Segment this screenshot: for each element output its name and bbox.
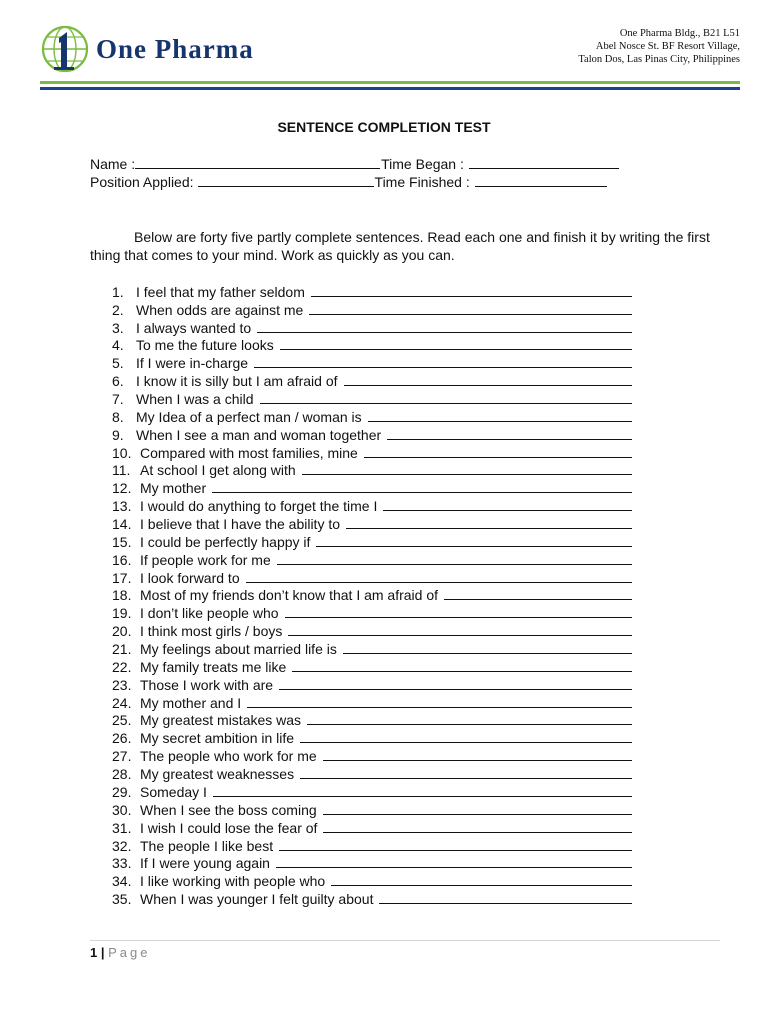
sentence-stem: I like working with people who <box>140 873 326 890</box>
item-number: 23. <box>112 676 132 693</box>
answer-blank[interactable] <box>387 439 632 440</box>
instructions-text: Below are forty five partly complete sentences. Read each one and finish it by writing the first thing that comes to your mind. Work as quickly as you can. <box>90 229 710 263</box>
company-logo <box>40 24 254 74</box>
answer-blank[interactable] <box>276 867 632 868</box>
sentence-item <box>112 621 632 639</box>
sentence-stem: The people I like best <box>140 837 274 854</box>
answer-blank[interactable] <box>247 707 632 708</box>
item-number: 4. <box>112 337 124 354</box>
answer-blank[interactable] <box>300 778 632 779</box>
page-label: Page <box>108 945 151 960</box>
answer-blank[interactable] <box>302 474 632 475</box>
item-number: 19. <box>112 605 132 622</box>
sentence-stem: My secret ambition in life <box>140 730 295 747</box>
sentence-item <box>112 496 632 514</box>
answer-blank[interactable] <box>277 564 632 565</box>
sentence-stem: If I were young again <box>140 855 270 872</box>
item-number: 28. <box>112 766 132 783</box>
sentence-item <box>112 693 632 711</box>
item-number: 6. <box>112 373 124 390</box>
item-number: 16. <box>112 551 132 568</box>
sentence-stem: If I were in-charge <box>136 355 249 372</box>
sentence-stem: When odds are against me <box>136 301 304 318</box>
item-number: 7. <box>112 391 124 408</box>
sentence-stem: The people who work for me <box>140 748 317 765</box>
answer-blank[interactable] <box>307 724 632 725</box>
item-number: 24. <box>112 694 132 711</box>
answer-blank[interactable] <box>331 885 632 886</box>
page-footer <box>90 945 151 960</box>
answer-blank[interactable] <box>300 742 632 743</box>
item-number: 13. <box>112 498 132 515</box>
answer-blank[interactable] <box>254 367 632 368</box>
sentence-item <box>112 568 632 586</box>
item-number: 31. <box>112 819 132 836</box>
sentence-stem: My mother <box>140 480 207 497</box>
answer-blank[interactable] <box>444 599 632 600</box>
sentence-item <box>112 478 632 496</box>
answer-blank[interactable] <box>368 421 632 422</box>
answer-blank[interactable] <box>379 903 632 904</box>
sentence-item <box>112 318 632 336</box>
address-line: One Pharma Bldg., B21 L51 <box>619 28 740 39</box>
sentence-stem: My greatest weaknesses <box>140 766 295 783</box>
sentence-stem: My mother and I <box>140 694 242 711</box>
time-finished-label: Time Finished : <box>374 174 470 190</box>
sentence-stem: I believe that I have the ability to <box>140 516 341 533</box>
sentence-stem: My feelings about married life is <box>140 641 337 658</box>
item-number: 29. <box>112 783 132 800</box>
answer-blank[interactable] <box>279 689 632 690</box>
address-line: Talon Dos, Las Pinas City, Philippines <box>578 54 740 65</box>
sentence-item <box>112 818 632 836</box>
item-number: 3. <box>112 319 124 336</box>
sentence-stem: I wish I could lose the fear of <box>140 819 318 836</box>
answer-blank[interactable] <box>323 832 632 833</box>
sentence-list <box>112 282 632 907</box>
letterhead <box>0 0 768 96</box>
sentence-item <box>112 443 632 461</box>
position-applied-blank[interactable] <box>198 173 374 187</box>
answer-blank[interactable] <box>285 617 632 618</box>
answer-blank[interactable] <box>346 528 632 529</box>
sentence-stem: I always wanted to <box>136 319 252 336</box>
item-number: 8. <box>112 408 124 425</box>
sentence-item <box>112 586 632 604</box>
answer-blank[interactable] <box>364 457 632 458</box>
sentence-stem: When I see a man and woman together <box>136 426 382 443</box>
sentence-item <box>112 603 632 621</box>
item-number: 18. <box>112 587 132 604</box>
sentence-stem: Most of my friends don’t know that I am afraid of <box>140 587 439 604</box>
item-number: 20. <box>112 623 132 640</box>
answer-blank[interactable] <box>212 492 632 493</box>
answer-blank[interactable] <box>257 332 632 333</box>
address-line: Abel Nosce St. BF Resort Village, <box>595 41 740 52</box>
sentence-stem: When I was a child <box>136 391 254 408</box>
item-number: 17. <box>112 569 132 586</box>
company-address <box>578 27 740 66</box>
sentence-item <box>112 889 632 907</box>
item-number: 21. <box>112 641 132 658</box>
item-number: 12. <box>112 480 132 497</box>
sentence-item <box>112 282 632 300</box>
sentence-item <box>112 854 632 872</box>
answer-blank[interactable] <box>343 653 632 654</box>
sentence-item <box>112 657 632 675</box>
sentence-stem: Compared with most families, mine <box>140 444 358 461</box>
item-number: 26. <box>112 730 132 747</box>
sentence-item <box>112 371 632 389</box>
time-began-blank[interactable] <box>469 155 619 169</box>
item-number: 33. <box>112 855 132 872</box>
sentence-item <box>112 389 632 407</box>
sentence-stem: My greatest mistakes was <box>140 712 302 729</box>
name-blank[interactable] <box>135 155 380 169</box>
sentence-item <box>112 871 632 889</box>
logo-wordmark: One Pharma <box>96 33 254 64</box>
sentence-stem: I think most girls / boys <box>140 623 283 640</box>
sentence-item <box>112 764 632 782</box>
item-number: 9. <box>112 426 124 443</box>
item-number: 27. <box>112 748 132 765</box>
sentence-item <box>112 782 632 800</box>
page-number: 1 <box>90 945 98 960</box>
sentence-item <box>112 711 632 729</box>
answer-blank[interactable] <box>309 314 632 315</box>
sentence-item <box>112 461 632 479</box>
answer-blank[interactable] <box>280 349 632 350</box>
sentence-item <box>112 336 632 354</box>
sentence-stem: When I was younger I felt guilty about <box>140 891 374 908</box>
sentence-stem: I know it is silly but I am afraid of <box>136 373 338 390</box>
sentence-stem: My family treats me like <box>140 658 287 675</box>
item-number: 30. <box>112 801 132 818</box>
sentence-item <box>112 800 632 818</box>
document-title: SENTENCE COMPLETION TEST <box>277 119 491 135</box>
sentence-item <box>112 639 632 657</box>
item-number: 14. <box>112 516 132 533</box>
answer-blank[interactable] <box>316 546 632 547</box>
answer-blank[interactable] <box>292 671 632 672</box>
sentence-item <box>112 728 632 746</box>
name-label: Name : <box>90 156 136 172</box>
item-number: 5. <box>112 355 124 372</box>
sentence-item <box>112 836 632 854</box>
page-separator: | <box>100 945 105 960</box>
sentence-item <box>112 514 632 532</box>
answer-blank[interactable] <box>288 635 632 636</box>
field-row <box>90 173 620 191</box>
time-finished-blank[interactable] <box>475 173 607 187</box>
sentence-stem: Someday I <box>140 783 207 800</box>
instructions-paragraph <box>90 228 710 264</box>
header-divider-green <box>40 81 740 84</box>
answer-blank[interactable] <box>323 760 632 761</box>
item-number: 35. <box>112 891 132 908</box>
sentence-stem: To me the future looks <box>136 337 274 354</box>
sentence-item <box>112 550 632 568</box>
applicant-fields <box>90 155 620 191</box>
answer-blank[interactable] <box>344 385 632 386</box>
item-number: 32. <box>112 837 132 854</box>
sentence-item <box>112 675 632 693</box>
sentence-item <box>112 300 632 318</box>
sentence-stem: I look forward to <box>140 569 240 586</box>
sentence-item <box>112 532 632 550</box>
sentence-stem: Those I work with are <box>140 676 274 693</box>
sentence-item <box>112 425 632 443</box>
answer-blank[interactable] <box>246 582 632 583</box>
sentence-stem: I feel that my father seldom <box>136 283 305 300</box>
sentence-stem: If people work for me <box>140 551 271 568</box>
answer-blank[interactable] <box>311 296 632 297</box>
footer-divider <box>90 940 720 941</box>
field-row <box>90 155 620 173</box>
globe-logo-icon <box>40 24 90 74</box>
answer-blank[interactable] <box>323 814 632 815</box>
answer-blank[interactable] <box>279 850 632 851</box>
item-number: 34. <box>112 873 132 890</box>
item-number: 1. <box>112 283 124 300</box>
item-number: 22. <box>112 658 132 675</box>
header-divider-blue <box>40 87 740 90</box>
item-number: 25. <box>112 712 132 729</box>
sentence-stem: My Idea of a perfect man / woman is <box>136 408 362 425</box>
sentence-stem: I would do anything to forget the time I <box>140 498 378 515</box>
sentence-stem: I don’t like people who <box>140 605 279 622</box>
sentence-item <box>112 746 632 764</box>
answer-blank[interactable] <box>213 796 632 797</box>
item-number: 10. <box>112 444 132 461</box>
item-number: 11. <box>112 462 131 479</box>
sentence-stem: At school I get along with <box>140 462 296 479</box>
answer-blank[interactable] <box>383 510 632 511</box>
item-number: 15. <box>112 533 132 550</box>
sentence-stem: I could be perfectly happy if <box>140 533 311 550</box>
time-began-label: Time Began : <box>381 156 464 172</box>
position-applied-label: Position Applied: <box>90 174 194 190</box>
item-number: 2. <box>112 301 124 318</box>
sentence-item <box>112 407 632 425</box>
answer-blank[interactable] <box>260 403 633 404</box>
sentence-item <box>112 353 632 371</box>
sentence-stem: When I see the boss coming <box>140 801 317 818</box>
